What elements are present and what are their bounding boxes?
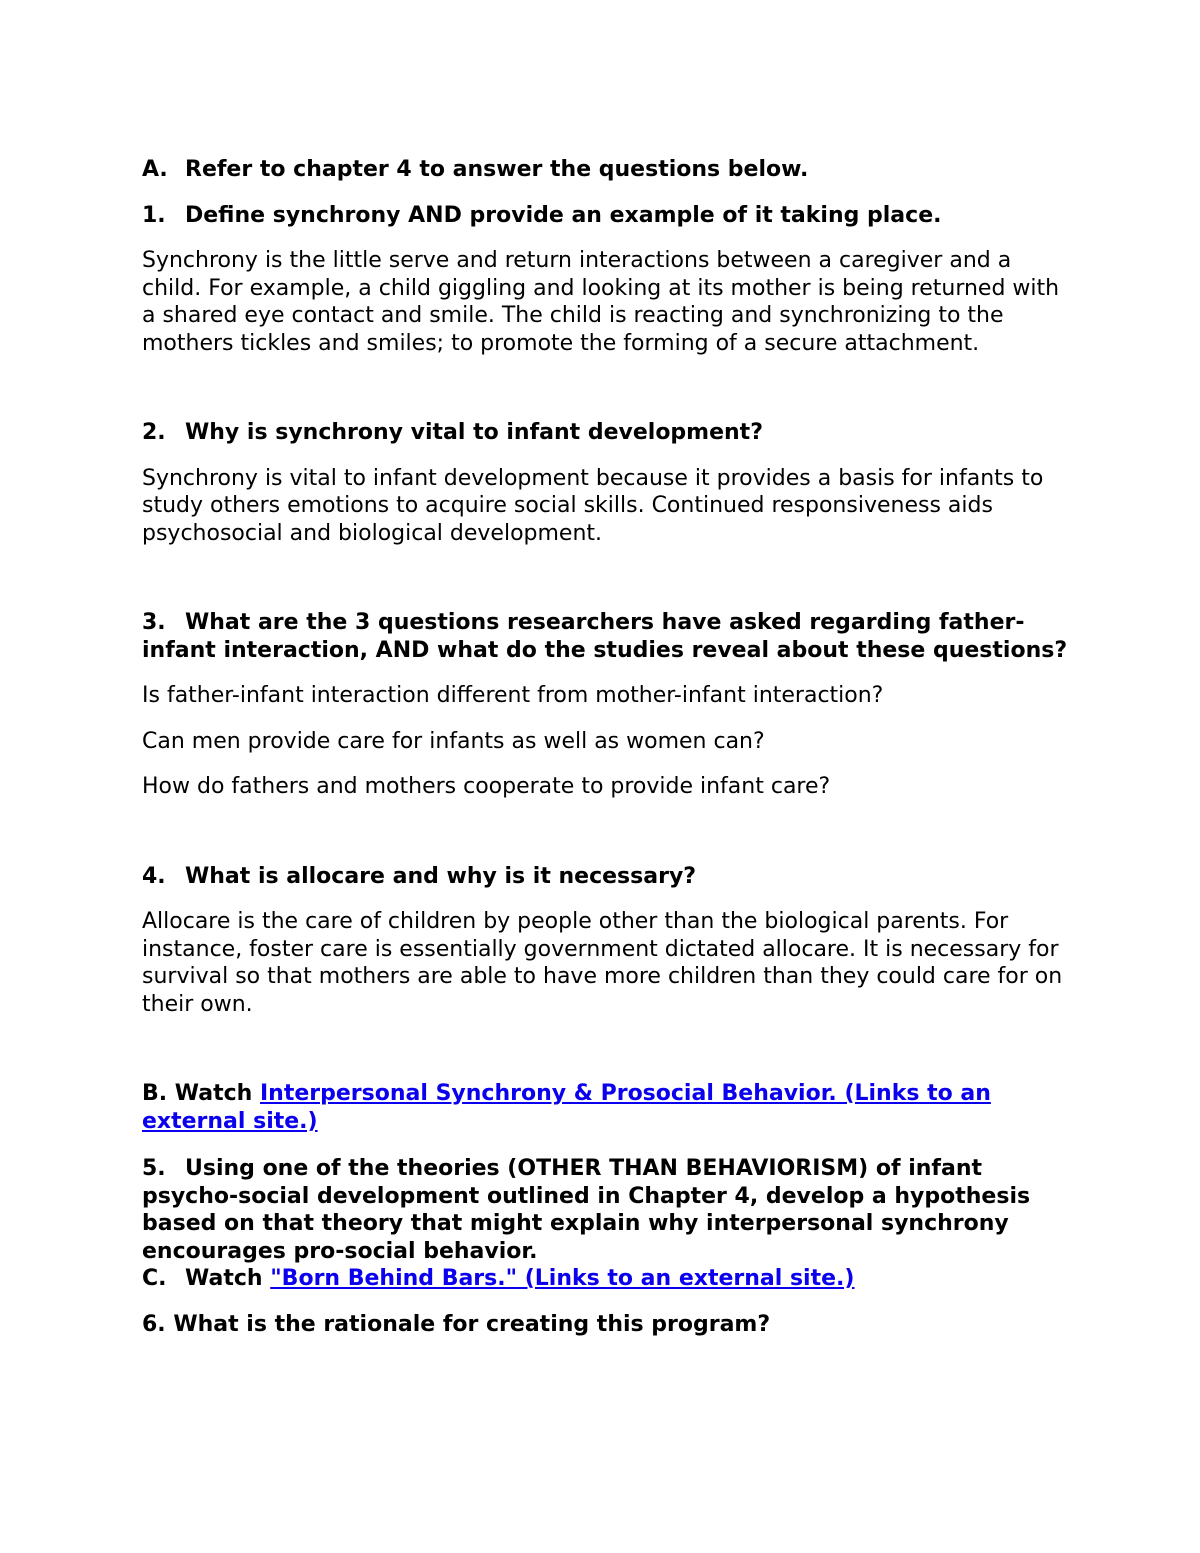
- section-b-prefix: B. Watch: [142, 1081, 260, 1106]
- answer-2: Synchrony is vital to infant development because it provides a basis for infants to study others emotions to acquire social skills. Continued responsiveness aids psychosocial and biological development.: [142, 465, 1044, 546]
- question-5: [142, 1155, 1072, 1265]
- section-a-heading: [142, 156, 1072, 184]
- answer-3-line-3: How do fathers and mothers cooperate to provide infant care?: [142, 774, 831, 799]
- answer-4: Allocare is the care of children by people other than the biological parents. For instance, foster care is essentially government dictated allocare. It is necessary for survival so that mothers are able to have more children than they could care for on their own.: [142, 909, 1063, 1017]
- question-4-number: 4.: [142, 863, 166, 889]
- question-3: [142, 609, 1072, 664]
- question-5-number: 5.: [142, 1156, 166, 1181]
- section-c-prefix: Watch: [185, 1266, 271, 1291]
- section-a-title: Refer to chapter 4 to answer the questions below.: [185, 157, 809, 182]
- question-2-text: Why is synchrony vital to infant development?: [185, 420, 763, 445]
- born-behind-bars-link[interactable]: "Born Behind Bars." (Links to an external site.): [270, 1266, 855, 1291]
- question-5-text: Using one of the theories (OTHER THAN BEHAVIORISM) of infant psycho-social development outlined in Chapter 4, develop a hypothesis based on that theory that might explain why interpersonal synchrony encourages pro-social behavior.: [142, 1156, 1031, 1264]
- section-a-label: A.: [142, 157, 168, 182]
- section-b-heading: [142, 1080, 1072, 1135]
- answer-1: Synchrony is the little serve and return interactions between a caregiver and a child. For example, a child giggling and looking at its mother is being returned with a shared eye contact and smile. The child is reacting and synchronizing to the mothers tickles and smiles; to promote the forming of a secure attachment.: [142, 248, 1060, 356]
- question-4: [142, 863, 1072, 891]
- section-c-heading: [142, 1265, 1072, 1293]
- answer-3-line-2: Can men provide care for infants as well as women can?: [142, 728, 765, 754]
- question-3-text: What are the 3 questions researchers have asked regarding father-infant interaction, AND what do the studies reveal about these questions?: [142, 610, 1068, 663]
- question-2: [142, 419, 1072, 447]
- question-1: [142, 202, 1072, 230]
- question-1-text: Define synchrony AND provide an example of it taking place.: [185, 202, 942, 228]
- question-6: 6. What is the rationale for creating this program?: [142, 1311, 771, 1337]
- document-page: [142, 156, 1072, 1338]
- answer-3-line-1: Is father-infant interaction different from mother-infant interaction?: [142, 683, 884, 708]
- question-3-number: 3.: [142, 610, 166, 635]
- question-1-number: 1.: [142, 202, 166, 228]
- section-c-label: C.: [142, 1266, 167, 1291]
- interpersonal-synchrony-link[interactable]: Interpersonal Synchrony & Prosocial Behavior. (Links to an external site.): [142, 1081, 991, 1134]
- question-2-number: 2.: [142, 420, 166, 445]
- question-4-text: What is allocare and why is it necessary?: [185, 863, 697, 889]
